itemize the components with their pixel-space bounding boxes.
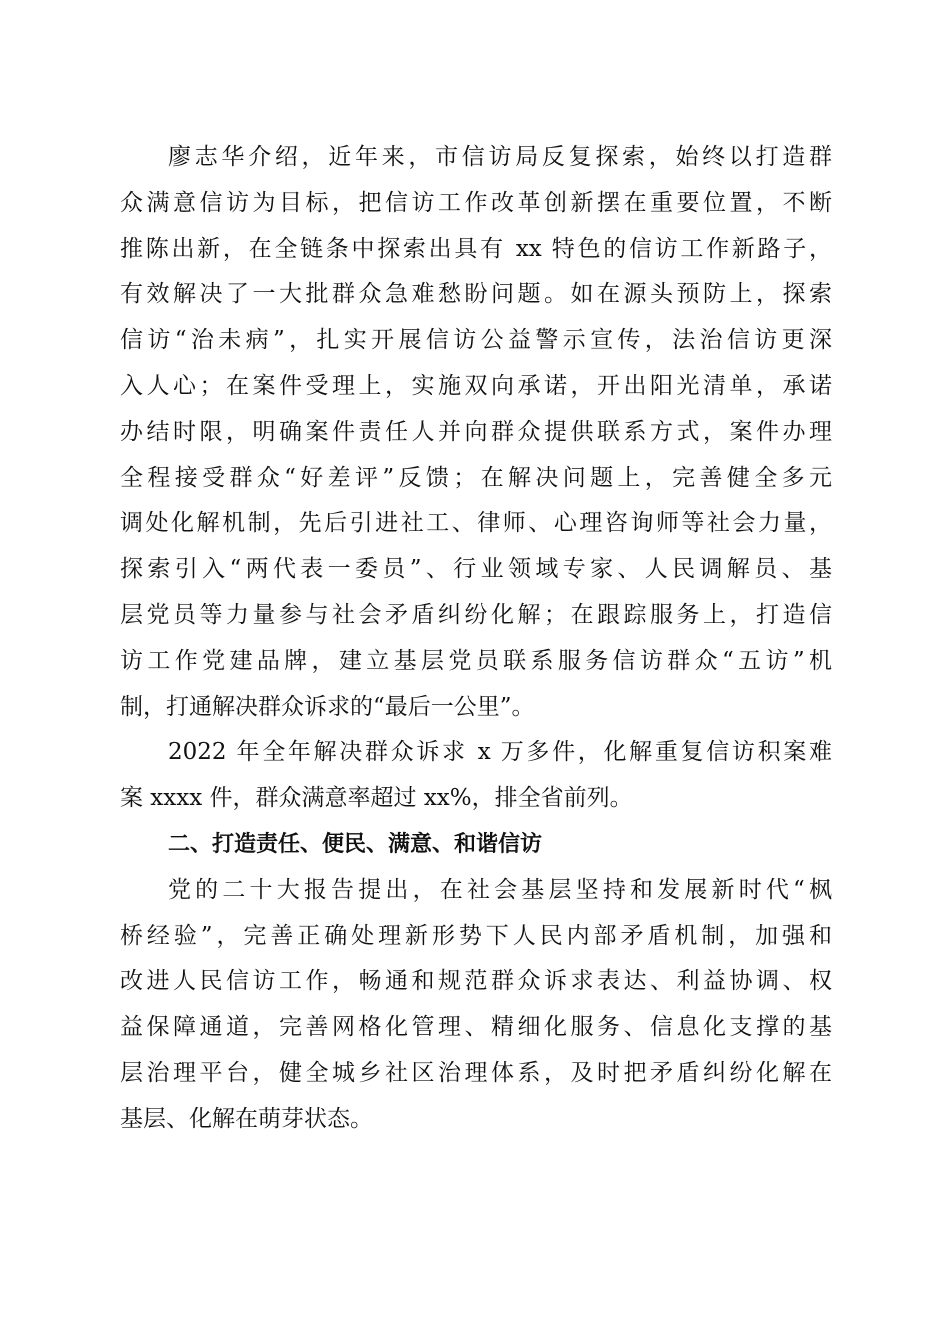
text-line: 探索引入“两代表一委员”、行业领域专家、人民调解员、基 [120, 556, 832, 583]
text-line: 调处化解机制，先后引进社工、律师、心理咨询师等社会力量， [120, 510, 832, 537]
text-line: 访工作党建品牌，建立基层党员联系服务信访群众“五访”机 [120, 647, 832, 674]
text-line: 基层、化解在萌芽状态。 [120, 1105, 373, 1132]
text-line: 入人心；在案件受理上，实施双向承诺，开出阳光清单，承诺 [120, 372, 832, 399]
text-line: 层党员等力量参与社会矛盾纠纷化解；在跟踪服务上，打造信 [120, 601, 832, 628]
text-line: 改进人民信访工作，畅通和规范群众诉求表达、利益协调、权 [120, 968, 832, 995]
text-line: 办结时限，明确案件责任人并向群众提供联系方式，案件办理 [120, 418, 832, 445]
text-line: 党的二十大报告提出，在社会基层坚持和发展新时代“枫 [168, 876, 832, 903]
text-line: 2022 年全年解决群众诉求 x 万多件，化解重复信访积案难 [168, 739, 832, 766]
text-line: 案 xxxx 件，群众满意率超过 xx%，排全省前列。 [120, 785, 633, 812]
text-line: 有效解决了一大批群众急难愁盼问题。如在源头预防上，探索 [120, 281, 832, 308]
text-line: 层治理平台，健全城乡社区治理体系，及时把矛盾纠纷化解在 [120, 1059, 832, 1086]
text-line: 众满意信访为目标，把信访工作改革创新摆在重要位置，不断 [120, 189, 832, 216]
document-body [120, 135, 832, 1143]
text-line: 制，打通解决群众诉求的“最后一公里”。 [120, 693, 535, 720]
section-heading: 二、打造责任、便民、满意、和谐信访 [168, 831, 543, 857]
text-line: 廖志华介绍，近年来，市信访局反复探索，始终以打造群 [168, 144, 832, 170]
text-line: 桥经验”，完善正确处理新形势下人民内部矛盾机制，加强和 [120, 922, 832, 949]
text-line: 益保障通道，完善网格化管理、精细化服务、信息化支撑的基 [120, 1014, 832, 1041]
text-line: 信访“治未病”，扎实开展信访公益警示宣传，法治信访更深 [120, 327, 832, 354]
text-line: 推陈出新，在全链条中探索出具有 xx 特色的信访工作新路子， [120, 235, 832, 262]
paragraph-statistics [120, 730, 832, 822]
paragraph-achievements [120, 135, 832, 730]
text-line: 全程接受群众“好差评”反馈；在解决问题上，完善健全多元 [120, 464, 832, 491]
paragraph-report [120, 868, 832, 1143]
